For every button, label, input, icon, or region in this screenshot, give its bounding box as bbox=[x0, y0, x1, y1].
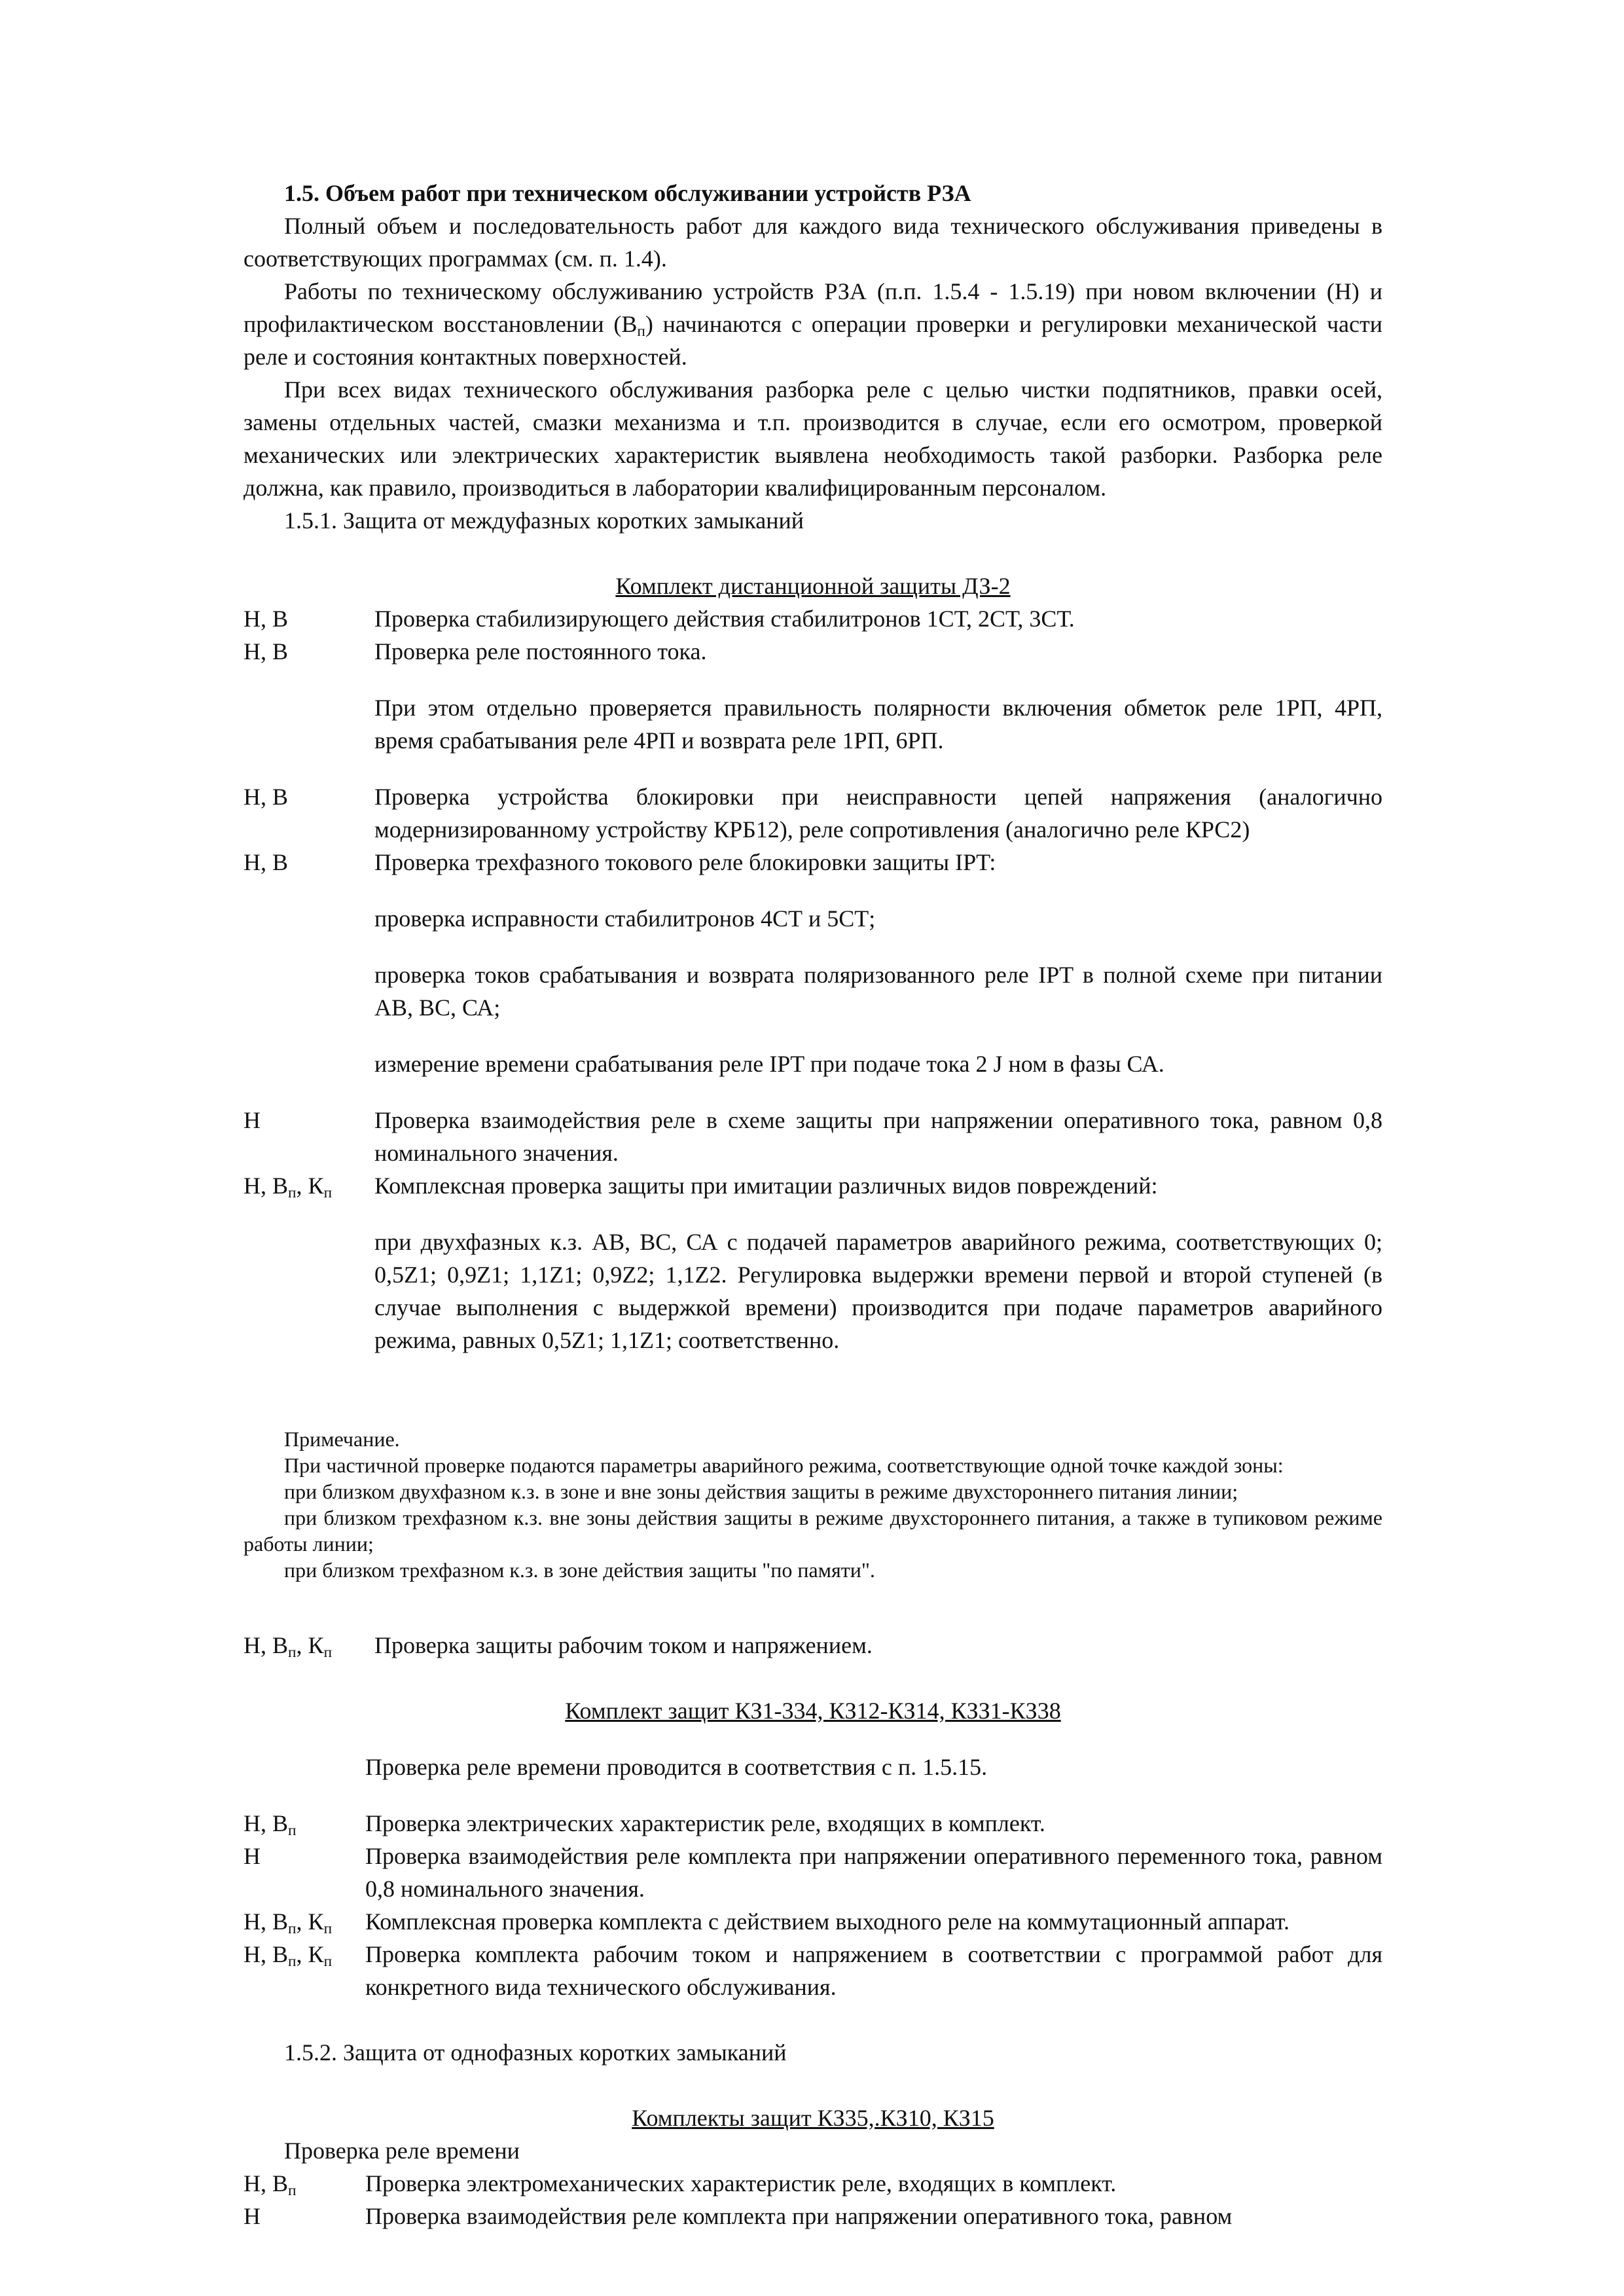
block1-row-4: Н, В Проверка трехфазного токового реле блокировки защиты IPT: bbox=[244, 849, 996, 875]
note-line-4: при близком трехфазном к.з. в зоне действия защиты "по памяти". bbox=[284, 1558, 875, 1582]
block3-intro: Проверка реле времени bbox=[284, 2138, 520, 2164]
block3-row-2: Н Проверка взаимодействия реле комплекта при напряжении оперативного тока, равном bbox=[244, 2203, 1233, 2229]
block1-row-4-cont-1: проверка исправности стабилитронов 4СТ и 5СТ; bbox=[374, 905, 876, 932]
block2-row-3: Н, $В_п$, $К_п$ Комплексная проверка комплекта с действием выходного реле на коммутационный аппарат. bbox=[244, 1908, 1290, 1937]
block1-row-4-cont-2: проверка токов срабатывания и возврата поляризованного реле IPT в полной схеме при питании АВ, ВС, СА; bbox=[374, 962, 1382, 1021]
block3-row-1: Н, $В_п$ Проверка электромеханических характеристик реле, входящих в комплект. bbox=[244, 2170, 1117, 2199]
block1-row-2: Н, В Проверка реле постоянного тока. bbox=[244, 638, 707, 665]
block2-row-2: Н Проверка взаимодействия реле комплекта при напряжении оперативного переменного тока, равном 0,8 номинального значения. bbox=[244, 1843, 1382, 1902]
block1-row-3: Н, В Проверка устройства блокировки при неисправности цепей напряжения (аналогично модернизированному устройству КРБ12), реле сопротивления (аналогично реле КРС2) bbox=[244, 784, 1382, 843]
block1-row-6: Н, $В_п$, $К_п$ Комплексная проверка защиты при имитации различных видов повреждений: bbox=[244, 1173, 1158, 1201]
block1-row-6-cont: при двухфазных к.з. АВ, ВС, СА с подачей параметров аварийного режима, соответствующих 0; 0,5Z1; 0,9Z1; 1,1Z1; 0,9Z2; 1,1Z2. Регулировка выдержки времени первой и второй ступеней (в случае выполнения с выдержкой времени) производится при подаче параметров аварийного режима, равных 0,5Z1; 1,1Z1; соответственно. bbox=[374, 1229, 1382, 1353]
paragraph-2: Работы по техническому обслуживанию устройств РЗА (п.п. 1.5.4 - 1.5.19) при новом включении (Н) и профилактическом восстановлении $(В_п)$ начинаются с операции проверки и регулировки механической части реле и состояния контактных поверхностей. bbox=[244, 278, 1383, 370]
section-title: 1.5. Объем работ при техническом обслуживании устройств РЗА bbox=[284, 180, 971, 206]
block2-intro: Проверка реле времени проводится в соответствия с п. 1.5.15. bbox=[365, 1754, 988, 1780]
note-line-2: при близком двухфазном к.з. в зоне и вне зоны действия защиты в режиме двухстороннего питания линии; bbox=[284, 1480, 1238, 1503]
note-line-1: При частичной проверке подаются параметры аварийного режима, соответствующие одной точке каждой зоны: bbox=[284, 1453, 1284, 1477]
block2-row-4: Н, $В_п$, $К_п$ Проверка комплекта рабочим током и напряжением в соответствии с программой работ для конкретного вида технического обслуживания. bbox=[244, 1941, 1382, 2000]
block1-row-1: Н, В Проверка стабилизирующего действия стабилитронов 1СТ, 2СТ, 3СТ. bbox=[244, 606, 1075, 632]
subsection-1-title: 1.5.1. Защита от междуфазных коротких замыканий bbox=[284, 507, 804, 534]
note-line-3: при близком трехфазном к.з. вне зоны действия защиты в режиме двухстороннего питания, а также в тупиковом режиме работы линии; bbox=[244, 1506, 1382, 1556]
document-page bbox=[244, 177, 1382, 2232]
block1-title: Комплект дистанционной защиты ДЗ-2 bbox=[615, 573, 1011, 599]
block1-row-5: Н Проверка взаимодействия реле в схеме защиты при напряжении оперативного тока, равном 0,8 номинального значения. bbox=[244, 1107, 1382, 1166]
block1-row-4-cont-3: измерение времени срабатывания реле IPT при подаче тока 2 J ном в фазы СА. bbox=[374, 1051, 1164, 1077]
block3-title: Комплекты защит КЗ35,.КЗ10, КЗ15 bbox=[632, 2105, 994, 2131]
paragraph-3: При всех видах технического обслуживания разборка реле с целью чистки подпятников, правки осей, замены отдельных частей, смазки механизма и т.п. производится в случае, если его осмотром, проверкой механических или электрических характеристик выявлена необходимость такой разборки. Разборка реле должна, как правило, производиться в лаборатории квалифицированным персоналом. bbox=[244, 376, 1382, 501]
paragraph-1: Полный объем и последовательность работ для каждого вида технического обслуживания приведены в соответствующих программах (см. п. 1.4). bbox=[244, 213, 1382, 272]
note-title: Примечание. bbox=[284, 1427, 400, 1451]
block2-row-1: Н, $В_п$ Проверка электрических характеристик реле, входящих в комплект. bbox=[244, 1810, 1045, 1839]
subsection-2-title: 1.5.2. Защита от однофазных коротких замыканий bbox=[284, 2039, 787, 2066]
after-note-row: Н, $В_п$, $К_п$ Проверка защиты рабочим током и напряжением. bbox=[244, 1632, 873, 1661]
subscript-p: п bbox=[637, 322, 645, 340]
block2-title: Комплект защит КЗ1-334, КЗ12-КЗ14, КЗЗ1-КЗ38 bbox=[565, 1698, 1061, 1724]
block1-row-2-cont: При этом отдельно проверяется правильность полярности включения обметок реле 1РП, 4РП, время срабатывания реле 4РП и возврата реле 1РП, 6РП. bbox=[374, 695, 1382, 754]
